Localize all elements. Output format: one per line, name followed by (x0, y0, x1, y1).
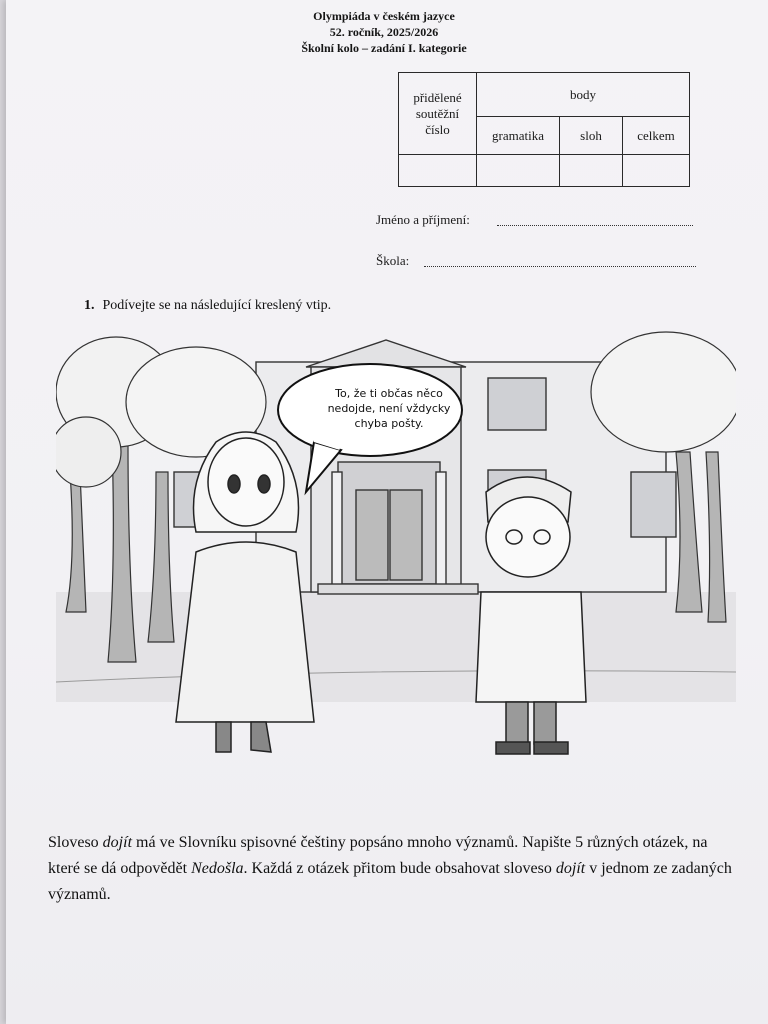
speech-bubble-text: To, že ti občas něco nedojde, není vždycky chyba pošty. (327, 387, 451, 430)
page-header (0, 8, 768, 56)
score-table (398, 72, 690, 187)
grammar-header: gramatika (477, 117, 560, 155)
school-label: Škola: (376, 253, 410, 268)
olympiad-title: Olympiáda v českém jazyce (313, 9, 455, 23)
style-score-cell[interactable] (560, 155, 623, 187)
verb-dojit-2: dojít (555, 860, 586, 877)
name-label: Jméno a příjmení: (376, 212, 470, 227)
grammar-score-cell[interactable] (477, 155, 560, 187)
question-prompt: Podívejte se na následující kreslený vtip. (102, 298, 332, 313)
verb-dojit: dojít (102, 834, 133, 851)
question-1 (84, 298, 331, 314)
edition-line: 52. ročník, 2025/2026 (329, 25, 439, 39)
total-header: celkem (623, 117, 690, 155)
points-header: body (477, 73, 690, 117)
question-number: 1. (84, 298, 95, 313)
task-instructions: Sloveso dojít má ve Slovníku spisovné češtiny popsáno mnoho významů. Napište 5 různých otázek, na které se dá odpovědět Nedošla. Každá z otázek přitom bude obsahovat sloveso dojít v jednom ze zadaných významů. (48, 834, 732, 903)
round-line: Školní kolo – zadání I. kategorie (301, 41, 467, 55)
style-header: sloh (560, 117, 623, 155)
answer-nedosla: Nedošla (191, 860, 244, 877)
total-score-cell[interactable] (623, 155, 690, 187)
competitor-number-cell[interactable] (399, 155, 477, 187)
school-field[interactable] (424, 265, 696, 267)
competitor-number-header: přidělené soutěžní číslo (399, 73, 477, 155)
girl-character (176, 432, 314, 752)
name-field[interactable] (497, 224, 693, 226)
